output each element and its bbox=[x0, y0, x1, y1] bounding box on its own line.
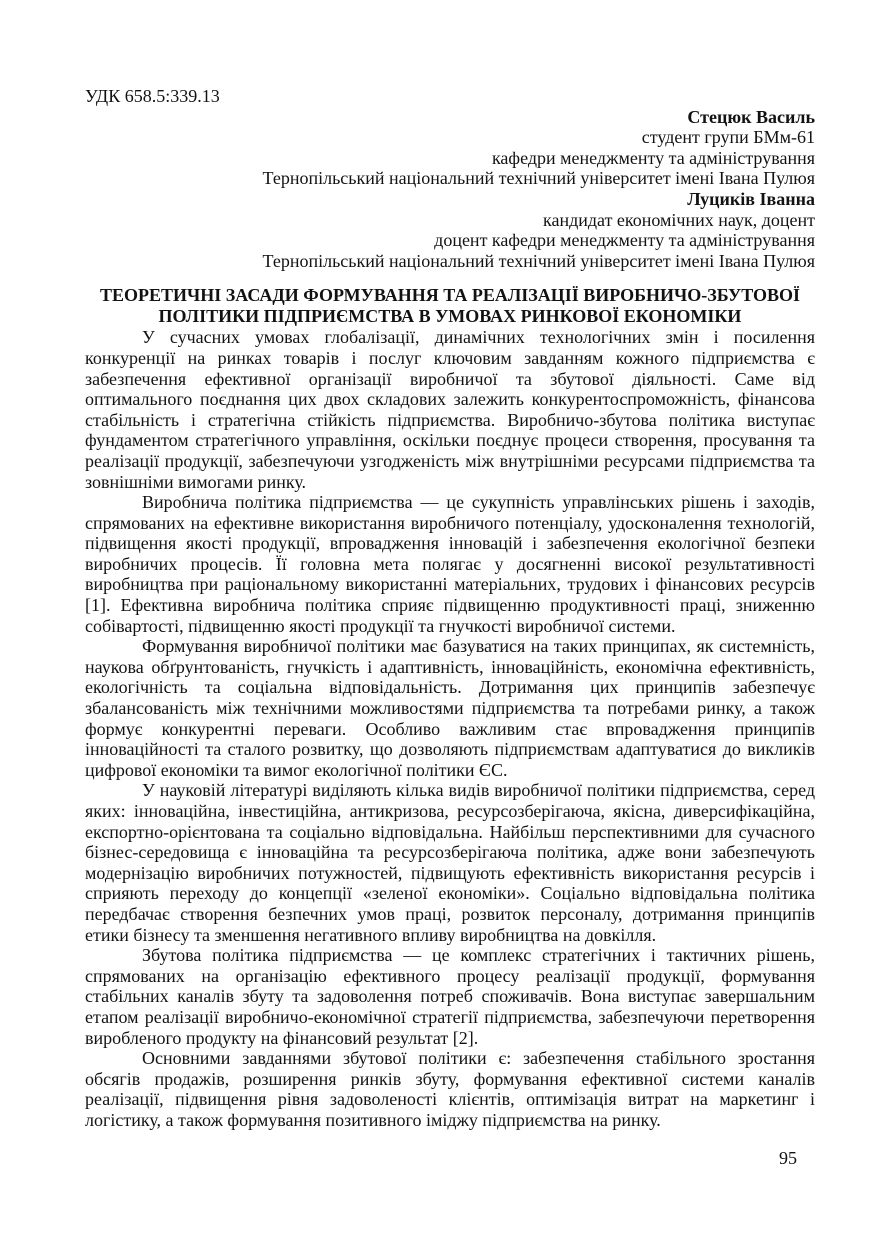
author-name: Луциків Іванна bbox=[687, 188, 815, 209]
paragraph: Формування виробничої політики має базуватися на таких принципах, як системність, наукова обґрунтованість, гнучкість і адаптивність, інноваційність, економічна ефективність, екологічність та соціальна відповідальність. Дотримання цих принципів забезпечує збалансованість між технічними можливостями підприємства та потребами ринку, а також формує конкурентні переваги. Особливо важливим стає впровадження принципів інноваційності та сталого розвитку, що дозволяють підприємствам адаптуватися до викликів цифрової економіки та вимог екологічної політики ЄС. bbox=[85, 636, 815, 780]
author-block bbox=[85, 107, 815, 272]
author-affiliation-line: студент групи БМм-61 bbox=[641, 127, 815, 148]
paper-title: ТЕОРЕТИЧНІ ЗАСАДИ ФОРМУВАННЯ ТА РЕАЛІЗАЦІЇ ВИРОБНИЧО-ЗБУТОВОЇ ПОЛІТИКИ ПІДПРИЄМСТВА В УМОВАХ РИНКОВОЇ ЕКОНОМІКИ bbox=[99, 285, 801, 327]
udc-code: УДК 658.5:339.13 bbox=[85, 86, 220, 106]
page-content bbox=[85, 86, 815, 1131]
author-affiliation-line: Тернопільський національний технічний університет імені Івана Пулюя bbox=[262, 168, 815, 189]
page-number: 95 bbox=[779, 1148, 797, 1168]
paragraph: Виробнича політика підприємства — це сукупність управлінських рішень і заходів, спрямованих на ефективне використання виробничого потенціалу, удосконалення технологій, підвищення якості продукції, впровадження інновацій і забезпечення екологічної безпеки виробничих процесів. Її головна мета полягає у досягненні високої результативності виробництва при раціональному використанні матеріальних, трудових і фінансових ресурсів [1]. Ефективна виробнича політика сприяє підвищенню продуктивності праці, зниженню собівартості, підвищенню якості продукції та гнучкості виробничої системи. bbox=[85, 492, 815, 636]
author-affiliation-line: Тернопільський національний технічний університет імені Івана Пулюя bbox=[262, 250, 815, 271]
paragraph: У сучасних умовах глобалізації, динамічних технологічних змін і посилення конкуренції на ринках товарів і послуг ключовим завданням кожного підприємства є забезпечення ефективної організації виробничої та збутової діяльності. Саме від оптимального поєднання цих двох складових залежить конкурентоспроможність, фінансова стабільність і стратегічна стійкість підприємства. Виробничо-збутова політика виступає фундаментом стратегічного управління, оскільки поєднує процеси створення, просування та реалізації продукції, забезпечуючи узгодженість між внутрішніми ресурсами підприємства та зовнішніми вимогами ринку. bbox=[85, 327, 815, 492]
author-affiliation-line: кафедри менеджменту та адміністрування bbox=[491, 147, 815, 168]
author-affiliation-line: кандидат економічних наук, доцент bbox=[543, 209, 815, 230]
paragraph: У науковій літературі виділяють кілька видів виробничої політики підприємства, серед яких: інноваційна, інвестиційна, антикризова, ресурсозберігаюча, якісна, диверсифікаційна, експортно-орієнтована та соціально відповідальна. Найбільш перспективними для сучасного бізнес-середовища є інноваційна та ресурсозберігаюча політика, адже вони забезпечують модернізацію виробничих потужностей, підвищують ефективність використання ресурсів і сприяють переходу до концепції «зеленої економіки». Соціально відповідальна політика передбачає створення безпечних умов праці, розвиток персоналу, дотримання принципів етики бізнесу та зменшення негативного впливу виробництва на довкілля. bbox=[85, 780, 815, 945]
paragraph: Збутова політика підприємства — це комплекс стратегічних і тактичних рішень, спрямованих на організацію ефективного процесу реалізації продукції, формування стабільних каналів збуту та задоволення потреб споживачів. Вона виступає завершальним етапом реалізації виробничо-економічної стратегії підприємства, забезпечуючи перетворення виробленого продукту на фінансовий результат [2]. bbox=[85, 945, 815, 1048]
author-affiliation-line: доцент кафедри менеджменту та адміністрування bbox=[434, 230, 815, 251]
paragraph: Основними завданнями збутової політики є: забезпечення стабільного зростання обсягів продажів, розширення ринків збуту, формування ефективної системи каналів реалізації, підвищення рівня задоволеності клієнтів, оптимізація витрат на маркетинг і логістику, а також формування позитивного іміджу підприємства на ринку. bbox=[85, 1048, 815, 1130]
author-name: Стецюк Василь bbox=[687, 106, 815, 127]
